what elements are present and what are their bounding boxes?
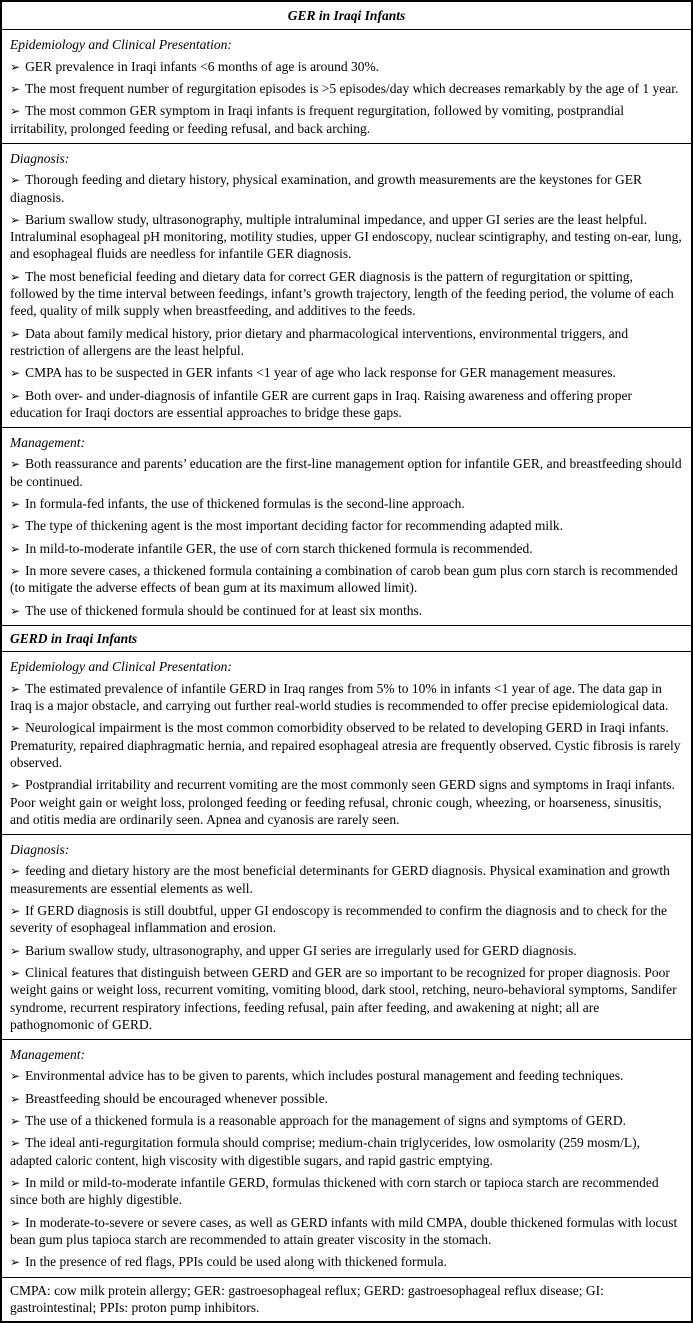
- section-header-diagnosis: Diagnosis:: [10, 150, 70, 166]
- arrow-bullet-icon: ➢: [10, 1091, 24, 1106]
- arrow-bullet-icon: ➢: [10, 1136, 24, 1151]
- bullet-list-ger-epidemiology: [10, 58, 683, 137]
- bullet-point: [10, 602, 683, 619]
- bullet-point: [10, 1112, 683, 1129]
- bullet-text: If GERD diagnosis is still doubtful, upper GI endoscopy is recommended to confirm the diagnosis and to check for the severity of esophageal inflammation and erosion.: [10, 902, 667, 936]
- bullet-list-ger-diagnosis: [10, 171, 683, 421]
- bullet-text: GER prevalence in Iraqi infants <6 months of age is around 30%.: [25, 58, 380, 74]
- section-gerd-diagnosis: [2, 835, 691, 1040]
- bullet-text: The most frequent number of regurgitation episodes is >5 episodes/day which decreases remarkably by the age of 1 year.: [25, 80, 679, 96]
- arrow-bullet-icon: ➢: [10, 564, 24, 579]
- arrow-bullet-icon: ➢: [10, 497, 24, 512]
- section-ger-diagnosis: [2, 144, 691, 428]
- bullet-list-ger-management: [10, 455, 683, 619]
- table-title-ger: [2, 2, 691, 30]
- arrow-bullet-icon: ➢: [10, 1069, 24, 1084]
- section-header-epidemiology: Epidemiology and Clinical Presentation:: [10, 37, 232, 53]
- table-title-gerd-label: GERD in Iraqi Infants: [10, 631, 138, 647]
- bullet-text: In mild or mild-to-moderate infantile GERD, formulas thickened with corn starch or tapioca starch are recommended since both are highly digestible.: [10, 1175, 659, 1208]
- bullet-text: feeding and dietary history are the most beneficial determinants for GERD diagnosis. Physical examination and growth measurements are essential elements as well.: [10, 863, 670, 896]
- section-ger-management: [2, 428, 691, 626]
- arrow-bullet-icon: ➢: [10, 1255, 24, 1270]
- bullet-text: Neurological impairment is the most common comorbidity observed to be related to developing GERD in Iraqi infants. Prematurity, repaired diaphragmatic hernia, and repaired esophageal atresia are frequently observed. Cystic fibrosis is rarely observed.: [10, 720, 681, 770]
- bullet-text: The most beneficial feeding and dietary data for correct GER diagnosis is the pattern of regurgitation or spitting, followed by the time interval between feedings, infant’s growth trajectory, length of the feeding period, the volume of each feed, quality of milk supply when breastfeeding, and additives to the feeds.: [10, 268, 674, 319]
- bullet-text: The use of a thickened formula is a reasonable approach for the management of signs and symptoms of GERD.: [25, 1113, 627, 1129]
- section-ger-epidemiology: [2, 30, 691, 144]
- bullet-point: [10, 719, 683, 771]
- arrow-bullet-icon: ➢: [10, 943, 24, 958]
- bullet-point: [10, 1214, 683, 1249]
- bullet-text: Both reassurance and parents’ education are the first-line management option for infantile GER, and breastfeeding should be continued.: [10, 456, 682, 489]
- table-title-gerd: [2, 626, 691, 652]
- section-header-management: Management:: [10, 1047, 85, 1063]
- bullet-point: [10, 562, 683, 597]
- bullet-text: The ideal anti-regurgitation formula should comprise; medium-chain triglycerides, low osmolarity (259 mosm/L), adapted caloric content, high viscosity with digestible sugars, and rapid gastric emptying.: [10, 1135, 641, 1168]
- bullet-text: Both over- and under-diagnosis of infantile GER are current gaps in Iraq. Raising awareness and offering proper education for Iraqi doctors are essential approaches to bridge these gaps.: [10, 387, 632, 420]
- bullet-text: The use of thickened formula should be continued for at least six months.: [25, 602, 423, 618]
- arrow-bullet-icon: ➢: [10, 681, 24, 696]
- bullet-point: [10, 387, 683, 422]
- abbreviations-note: [2, 1278, 691, 1322]
- arrow-bullet-icon: ➢: [10, 903, 24, 918]
- arrow-bullet-icon: ➢: [10, 81, 24, 96]
- bullet-point: [10, 776, 683, 828]
- bullet-point: [10, 540, 683, 557]
- bullet-point: [10, 268, 683, 320]
- arrow-bullet-icon: ➢: [10, 326, 24, 341]
- bullet-point: [10, 1253, 683, 1270]
- arrow-bullet-icon: ➢: [10, 1215, 24, 1230]
- bullet-text: In the presence of red flags, PPIs could be used along with thickened formula.: [25, 1254, 447, 1270]
- arrow-bullet-icon: ➢: [10, 541, 24, 556]
- bullet-list-gerd-management: [10, 1067, 683, 1270]
- bullet-point: [10, 902, 683, 937]
- bullet-point: [10, 680, 683, 715]
- bullet-text: Breastfeeding should be encouraged whenever possible.: [25, 1090, 328, 1106]
- arrow-bullet-icon: ➢: [10, 965, 24, 980]
- bullet-text: Environmental advice has to be given to parents, which includes postural management and feeding techniques.: [25, 1068, 624, 1084]
- bullet-text: The type of thickening agent is the most important deciding factor for recommending adapted milk.: [25, 518, 564, 534]
- arrow-bullet-icon: ➢: [10, 212, 24, 227]
- section-header-diagnosis: Diagnosis:: [10, 842, 70, 858]
- bullet-point: [10, 964, 683, 1033]
- bullet-point: [10, 1134, 683, 1169]
- bullet-text: Postprandial irritability and recurrent vomiting are the most commonly seen GERD signs and symptoms in Iraqi infants. Poor weight gain or weight loss, prolonged feeding or feeding refusal, chronic cough, wheezing, or hoarseness, sinusitis, and otitis media are ordinarily seen. Apnea and cyanosis are rarely seen.: [10, 777, 675, 827]
- arrow-bullet-icon: ➢: [10, 173, 24, 188]
- arrow-bullet-icon: ➢: [10, 1114, 24, 1129]
- bullet-point: [10, 171, 683, 206]
- bullet-text: Barium swallow study, ultrasonography, and upper GI series are irregularly used for GERD diagnosis.: [25, 942, 577, 958]
- arrow-bullet-icon: ➢: [10, 269, 24, 284]
- arrow-bullet-icon: ➢: [10, 59, 24, 74]
- arrow-bullet-icon: ➢: [10, 721, 24, 736]
- table-title-ger-label: GER in Iraqi Infants: [287, 8, 406, 23]
- arrow-bullet-icon: ➢: [10, 104, 24, 119]
- bullet-text: Barium swallow study, ultrasonography, multiple intraluminal impedance, and upper GI series are the least helpful. Intraluminal esophageal pH monitoring, motility studies, upper GI endoscopy, nuclear scintigraphy, and testing on-ear, lung, and esophageal fluids are needless for infantile GER diagnosis.: [10, 211, 682, 262]
- bullet-point: [10, 495, 683, 512]
- bullet-point: [10, 862, 683, 897]
- bullet-point: [10, 211, 683, 263]
- bullet-point: [10, 58, 683, 75]
- bullet-text: The estimated prevalence of infantile GERD in Iraq ranges from 5% to 10% in infants <1 year of age. The data gap in Iraq is a major obstacle, and carrying out further real-world studies is recommended to offer precise epidemiological data.: [10, 680, 669, 713]
- bullet-text: Thorough feeding and dietary history, physical examination, and growth measurements are the keystones for GER diagnosis.: [10, 172, 643, 205]
- bullet-text: In mild-to-moderate infantile GER, the use of corn starch thickened formula is recommended.: [25, 540, 533, 556]
- arrow-bullet-icon: ➢: [10, 778, 24, 793]
- bullet-text: Clinical features that distinguish between GERD and GER are so important to be recognized for proper diagnosis. Poor weight gains or weight loss, recurrent vomiting, vomiting blood, dark stool, retching, neuro-behavioral symptoms, Sandifer syndrome, recurrent respiratory infections, feeding refusal, pain after feeding, and awakening at night; all are pathognomonic of GERD.: [10, 964, 677, 1032]
- arrow-bullet-icon: ➢: [10, 519, 24, 534]
- bullet-point: [10, 364, 683, 381]
- bullet-point: [10, 455, 683, 490]
- bullet-point: [10, 1067, 683, 1084]
- bullet-list-gerd-diagnosis: [10, 862, 683, 1033]
- abbreviations-text: CMPA: cow milk protein allergy; GER: gastroesophageal reflux; GERD: gastroesophageal reflux disease; GI: gastrointestinal; PPIs: proton pump inhibitors.: [10, 1282, 604, 1315]
- bullet-point: [10, 80, 683, 97]
- section-gerd-management: [2, 1040, 691, 1278]
- arrow-bullet-icon: ➢: [10, 864, 24, 879]
- arrow-bullet-icon: ➢: [10, 457, 24, 472]
- bullet-point: [10, 1090, 683, 1107]
- bullet-point: [10, 325, 683, 360]
- bullet-text: Data about family medical history, prior dietary and pharmacological interventions, environmental triggers, and restriction of allergens are the least helpful.: [10, 325, 629, 358]
- arrow-bullet-icon: ➢: [10, 603, 24, 618]
- bullet-point: [10, 1174, 683, 1209]
- arrow-bullet-icon: ➢: [10, 388, 24, 403]
- section-header-epidemiology: Epidemiology and Clinical Presentation:: [10, 659, 232, 675]
- section-gerd-epidemiology: [2, 652, 691, 835]
- bullet-text: In moderate-to-severe or severe cases, as well as GERD infants with mild CMPA, double thickened formulas with locust bean gum plus tapioca starch are recommended to attain greater viscosity in the stomach.: [10, 1214, 678, 1248]
- bullet-point: [10, 942, 683, 959]
- arrow-bullet-icon: ➢: [10, 366, 24, 381]
- section-header-management: Management:: [10, 435, 85, 451]
- bullet-text: In formula-fed infants, the use of thickened formulas is the second-line approach.: [25, 496, 465, 512]
- bullet-text: The most common GER symptom in Iraqi infants is frequent regurgitation, followed by vomiting, postprandial irritability, prolonged feeding or feeding refusal, and back arching.: [10, 103, 624, 136]
- bullet-list-gerd-epidemiology: [10, 680, 683, 828]
- bullet-text: In more severe cases, a thickened formula containing a combination of carob bean gum plus corn starch is recommended (to mitigate the adverse effects of bean gum at its maximum allowed limit).: [10, 563, 678, 596]
- bullet-point: [10, 102, 683, 137]
- bullet-text: CMPA has to be suspected in GER infants <1 year of age who lack response for GER management measures.: [25, 365, 616, 381]
- bullet-point: [10, 517, 683, 534]
- arrow-bullet-icon: ➢: [10, 1176, 24, 1191]
